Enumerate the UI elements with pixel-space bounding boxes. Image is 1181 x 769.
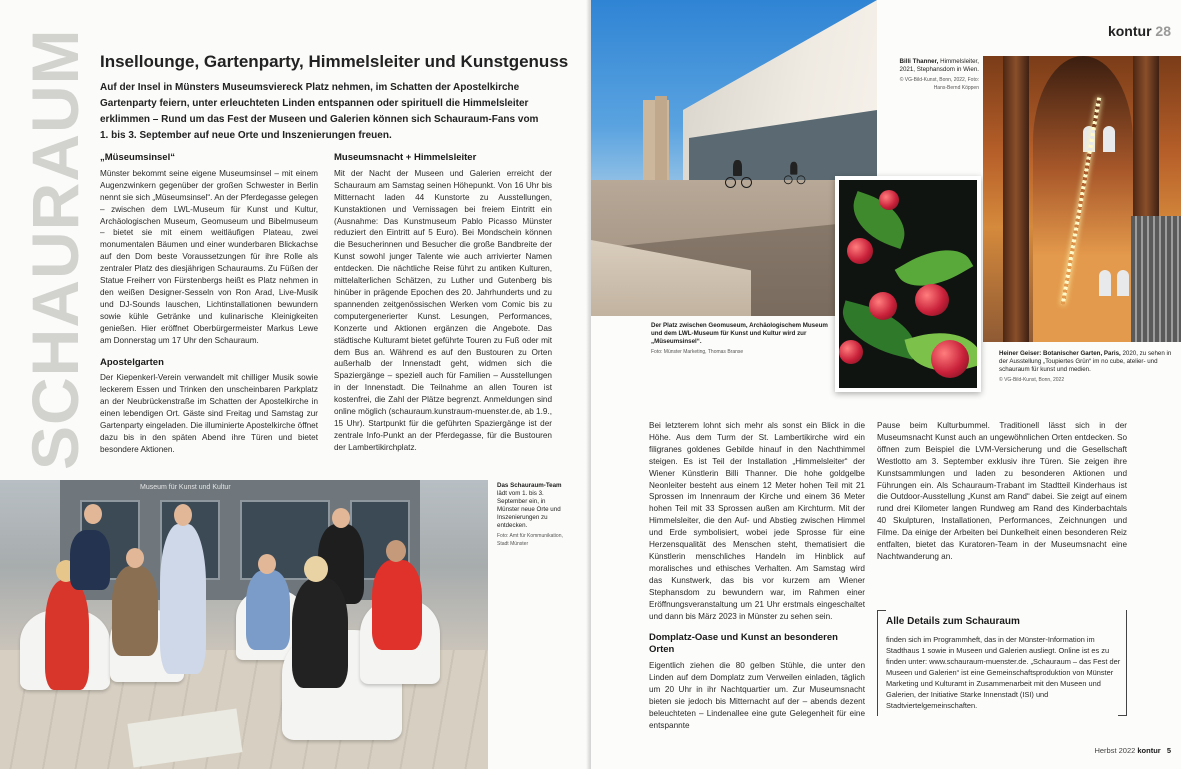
team-photo-caption: Das Schauraum-Team lädt vom 1. bis 3. September ein, in Münster neue Orte und Inszenierungen zu entdecken. Foto: Amt für Kommunikation, Stadt Münster: [497, 482, 563, 547]
person-brown-jacket: [112, 566, 158, 656]
text-column-1: [100, 152, 318, 466]
person-blue-shirt: [246, 570, 290, 650]
paragraph-domplatz: Eigentlich ziehen die 80 gelben Stühle, die unter den Linden auf dem Domplatz zum Verweilen einladen, täglich um 20 Uhr in ihr Nachtquartier um. Zur Museumsnacht bieten sie jedoch bis Mitternacht auf der – abends dezent beleuchteten – Lindenallee eine gute Gelegenheit für eine entspannte: [649, 661, 865, 730]
thanner-caption: Billi Thanner, Himmelsleiter, 2021, Stephansdom in Wien. © VG-Bild-Kunst, Bonn, 2022, Foto: Hans-Bernd Köppen: [899, 58, 979, 91]
organ-pipes: [1131, 216, 1181, 342]
info-box-heading: Alle Details zum Schauraum: [886, 616, 1020, 627]
text-column-2: [334, 152, 552, 464]
article-lead: Auf der Insel in Münsters Museumsviereck Platz nehmen, im Schatten der Apostelkirche Gartenparty feiern, unter erleuchteten Linden entspannen oder spirituell die Himmelsleiter erklimmen – Rund um das Fest der Museen und Galerien können sich Schauraum-Fans vom 1. bis 3. September auf neue Orte und Inszenierungen freuen.: [100, 82, 539, 141]
paragraph-himmelsleiter: Bei letzterem lohnt sich mehr als sonst ein Blick in die Höhe. Aus dem Turm der St. Lambertikirche wird ein filigranes goldenes Gebilde hinauf in den Nachthimmel steigen. Es ist Teil der Installation „Himmelsleiter“ der Wiener Künstlerin Billi Thanner. Die hohe goldgelbe Neonleiter besteht aus einem 12 Meter hohen Teil mit 21 Sprossen im Innenraum der Kirche und einem 36 Meter hohen Teil mit 33 Sprossen außen am Kirchturm. Mit der Himmelsleiter, die den Auf- und Abstieg zwischen Himmel und Erde symbolisiert, wobei jede Sprosse für eine Herzensqualität des Menschen steht, thematisiert die Künstlerin menschliches Handeln im Hinblick auf moralisches und ethisches Verhalten. Am Samstag wird das Kunstwerk, das bis vor kurzem am Wiener Stephansdom zu bewundern war, im Rahmen einer Eröffnungsveranstaltung um 21 Uhr erstmals eingeschaltet und dann bis März 2023 in Münster zu sehen sein.: [649, 421, 865, 621]
paragraph-museumsnacht: Mit der Nacht der Museen und Galerien erreicht der Schauraum am Samstag seinen Höhepunkt. Von 16 Uhr bis Mitternacht laden 44 Kunstorte zu Ausstellungen, Kunstaktionen und Vernissagen bei freiem Eintritt ein (Ausnahme: Das Kunstmuseum Pablo Picasso Münster reduziert den Eintritt auf 5 Euro). Bei Mondschein können die Besucherinnen und Besucher die große Bandbreite der Kunst sowohl junger Talente wie auch arrivierter Namen entdecken. Die nächtliche Reise führt zu antiken Kulturen, mittelalterlichen Schätzen, zu Luther und Gutenberg bis hinüber in prägende Epochen des 20. Jahrhunderts und zu spannenden zeitgenössischen Werken vom Comic bis zu computergenerierter Kunst. Lesungen, Performances, Konzerte und Aktionen ergänzen die Angebote. Das städtische Kulturamt bietet geführte Touren zu Fuß oder mit dem Bus an. Während es auf den Bustouren zu Orten außerhalb der Innenstadt geht, widmen sich die Spaziergänge – speziell auch für Familien – Ausstellungen in der Innenstadt. Die Teilnahme an allen Touren ist kostenfrei, die Zahl der Plätze begrenzt. Anmeldungen sind online möglich (schauraum.kunstraum-muenster.de, ab 1.9., 15 Uhr). Startpunkt für die geführten Spaziergänge ist der zentrale Info-Punkt an der Pferdegasse, für die Bustouren der Lambertikirchplatz.: [334, 168, 552, 452]
team-photo: [0, 480, 488, 769]
person-red-dress: [45, 580, 89, 690]
right-page: [591, 0, 1181, 769]
museum-photo-caption: Der Platz zwischen Geomuseum, Archäologischem Museum und dem LWL-Museum für Kunst und Kultur wird zur „Müseumsinsel“. Foto: Münster Marketing, Thomas Branse: [651, 322, 828, 355]
paragraph-kunst-orte: Pause beim Kulturbummel. Traditionell lässt sich in der Museumsnacht Kunst auch an ungewöhnlichen Orten entdecken. So öffnen zum Beispiel die LVM-Versicherung und die Gesellschaft Westlotto am 3. September exklusiv ihre Türen. Sie zeigen ihre Kunstsammlungen und laden zu besonderen Aktionen und Führungen ein. Als Schauraum-Trabant im Stadtteil Kinderhaus ist die Outdoor-Ausstellung „Kunst am Rand“ dabei. Sie zeigt auf einem rund drei Kilometer langen Rundweg am Rand des Kinderbachtals 40 Skulpturen, Installationen, Performances, Zeichnungen und Filme. Da einige der Arbeiten bei Dunkelheit einen besonderen Reiz entfalten, bietet das Kuratoren-Team in der Museumsnacht eine Nachtwanderung an.: [877, 421, 1127, 561]
paragraph-apostelgarten: Der Kiepenkerl-Verein verwandelt mit chilliger Musik sowie leckerem Essen und Trinken den unscheinbaren Parkplatz an der Neubrückenstraße im Schatten der Apostelkirche in einen lebendigen Ort. Gäste sind Freitag und Samstag zur Gartenparty eingeladen. Die illuminierte Apostelkirche öffnet dazu bis in den späten Abend ihre Türen und bietet besondere Aktionen.: [100, 373, 318, 454]
article-headline: Insellounge, Gartenparty, Himmelsleiter und Kunstgenuss: [100, 52, 569, 71]
geiser-painting: [835, 176, 981, 392]
person-standing-glasses: [160, 524, 206, 674]
person-red-blouse: [372, 560, 422, 650]
subheading-domplatz: Domplatz-Oase und Kunst an besonderen Orten: [649, 632, 838, 656]
cyclist: [784, 170, 806, 184]
subheading-museumsnacht: Museumsnacht + Himmelsleiter: [334, 152, 477, 163]
person-blonde-black-top: [292, 578, 348, 688]
subheading-museumsinsel: „Müseumsinsel“: [100, 152, 175, 163]
page-footer: Herbst 2022 kontur 5: [1094, 746, 1171, 755]
info-box: [877, 610, 1127, 716]
geiser-caption: Heiner Geiser: Botanischer Garten, Paris, 2020, zu sehen in der Ausstellung „Toupiertes Grün“ im no cube, atelier- und schauraum für kunst und medien. © VG-Bild-Kunst, Bonn, 2022: [999, 350, 1172, 383]
church-interior-photo: [983, 56, 1181, 342]
text-column-4: [877, 420, 1127, 573]
info-box-text: finden sich im Programmheft, das in der Münster-Information im Stadthaus 1 sowie in Museen und Galerien ausliegt. Online ist es zu finden unter: www.schauraum-muenster.de. „Schauraum – das Fest der Museen und Galerien“ ist eine Gemeinschaftsproduktion von Münster Marketing und Kulturamt in Zusammenarbeit mit den Museen und Galerien, der Initiative Starke Innenstadt (ISI) und Stadtviertelgemeinschaften.: [886, 635, 1121, 710]
vertical-section-title: SCHAURAUM: [18, 28, 92, 470]
facade-sign: Museum für Kunst und Kultur: [140, 484, 231, 491]
cyclist: [725, 170, 753, 188]
paragraph-museumsinsel: Münster bekommt seine eigene Museumsinsel – mit einem Augenzwinkern gegenüber der großen Schwester in Berlin nennt sie sich „Müseumsinsel“. An der Pferdegasse gelegen – zwischen dem LWL-Museum für Kunst und Kultur, Archäologischen Museum, Geomuseum und Bibelmuseum – bietet sie mit einem weitläufigen Plateau, zwei monumentalen Bäumen und einer wunderbaren Blickachse auf den Dom beste Voraussetzungen für ihre Rolle als zentraler Platz des diesjährigen Schauraums. Zu Füßen der Statue Freiherr von Fürstenbergs heißt es Platz nehmen in den weißen Designer-Sesseln von Ron Arad, Live-Musik und DJ-Sounds lauschen, Lichtinstallationen bewundern sowie kühle Getränke und kulinarische Kleinigkeiten genießen. Hier eröffnet Oberbürgermeister Markus Lewe am Donnerstag um 17 Uhr den Schauraum.: [100, 168, 318, 345]
running-head: kontur 28: [1107, 23, 1171, 39]
text-column-3: [649, 420, 865, 742]
person-dark-shirt: [70, 530, 110, 590]
subheading-apostelgarten: Apostelgarten: [100, 356, 164, 368]
left-page: [0, 0, 590, 769]
